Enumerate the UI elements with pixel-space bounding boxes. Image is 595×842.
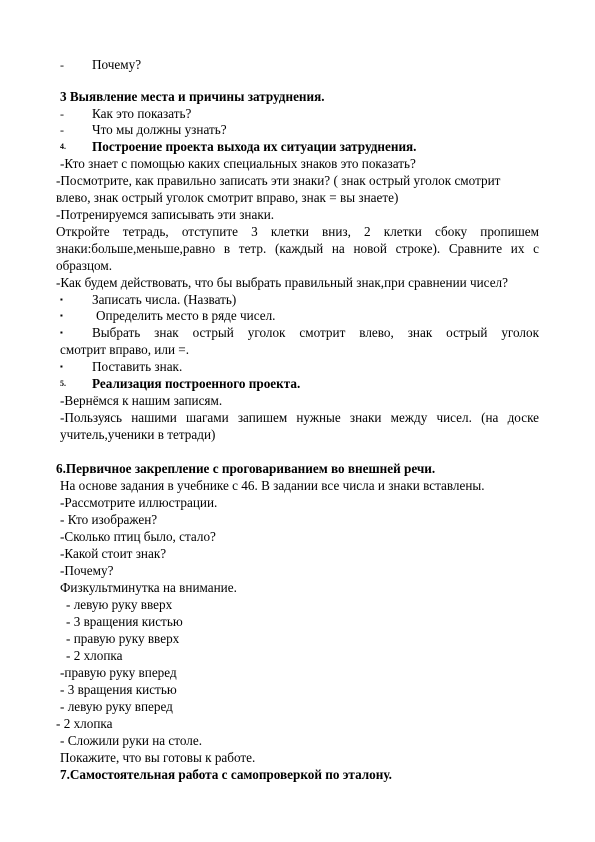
text-line: На основе задания в учебнике с 46. В задании все числа и знаки вставлены. bbox=[60, 478, 485, 493]
text-line: учитель,ученики в тетради) bbox=[60, 427, 216, 442]
section-heading: Реализация построенного проекта. bbox=[92, 376, 301, 391]
list-bullet-marker: ▪ bbox=[60, 328, 63, 337]
list-dash-marker: - bbox=[60, 107, 64, 121]
text-line: - 2 хлопка bbox=[56, 716, 113, 731]
list-bullet-marker: ▪ bbox=[60, 295, 63, 304]
text-line: знаки:больше,меньше,равно в тетр. (каждый на новой строке). Сравните их с bbox=[56, 241, 539, 256]
list-number-marker: 4. bbox=[60, 142, 66, 151]
text-line: -правую руку вперед bbox=[60, 665, 177, 680]
text-line: Откройте тетрадь, отступите 3 клетки вниз, 2 клетки сбоку пропишем bbox=[56, 224, 539, 239]
text-line: -Какой стоит знак? bbox=[60, 546, 167, 561]
text-line: - 3 вращения кистью bbox=[60, 682, 177, 697]
text-line: Что мы должны узнать? bbox=[92, 122, 227, 137]
text-line: - 2 хлопка bbox=[66, 648, 123, 663]
text-line: Записать числа. (Назвать) bbox=[92, 292, 237, 307]
text-line: - левую руку вверх bbox=[66, 597, 173, 612]
text-line: -Почему? bbox=[60, 563, 114, 578]
list-number-marker: 5. bbox=[60, 379, 66, 388]
text-line: Поставить знак. bbox=[92, 359, 183, 374]
list-dash-marker: - bbox=[60, 58, 64, 72]
text-line: образцом. bbox=[56, 258, 113, 273]
text-line: -Пользуясь нашими шагами запишем нужные знаки между чисел. (на доске bbox=[60, 410, 539, 425]
text-line: - 3 вращения кистью bbox=[66, 614, 183, 629]
text-line: -Рассмотрите иллюстрации. bbox=[60, 495, 218, 510]
text-line: Физкультминутка на внимание. bbox=[60, 580, 237, 595]
text-line: -Посмотрите, как правильно записать эти знаки? ( знак острый уголок смотрит bbox=[56, 173, 501, 188]
text-line: - левую руку вперед bbox=[60, 699, 173, 714]
section-heading: 6.Первичное закрепление с проговариванием во внешней речи. bbox=[56, 461, 436, 476]
text-line: смотрит вправо, или =. bbox=[60, 342, 190, 357]
text-line: -Вернёмся к нашим записям. bbox=[60, 393, 223, 408]
text-line: Выбрать знак острый уголок смотрит влево, знак острый уголок bbox=[92, 325, 539, 340]
section-heading: 3 Выявление места и причины затруднения. bbox=[60, 89, 325, 104]
text-line: Покажите, что вы готовы к работе. bbox=[60, 750, 256, 765]
list-dash-marker: - bbox=[60, 123, 64, 137]
list-bullet-marker: ▪ bbox=[60, 311, 63, 320]
section-heading: 7.Самостоятельная работа с самопроверкой по эталону. bbox=[60, 767, 392, 782]
list-bullet-marker: ▪ bbox=[60, 362, 63, 371]
text-line: -Кто знает с помощью каких специальных знаков это показать? bbox=[60, 156, 416, 171]
text-line: влево, знак острый уголок смотрит вправо, знак = вы знаете) bbox=[56, 190, 399, 205]
text-line: Как это показать? bbox=[92, 106, 192, 121]
text-line: Определить место в ряде чисел. bbox=[96, 308, 276, 323]
text-line: - Кто изображен? bbox=[60, 512, 158, 527]
text-line: Почему? bbox=[92, 57, 142, 72]
text-line: - Сложили руки на столе. bbox=[60, 733, 203, 748]
text-line: -Как будем действовать, что бы выбрать правильный знак,при сравнении чисел? bbox=[56, 275, 508, 290]
section-heading: Построение проекта выхода их ситуации затруднения. bbox=[92, 139, 417, 154]
text-line: - правую руку вверх bbox=[66, 631, 180, 646]
text-line: -Потренируемся записывать эти знаки. bbox=[56, 207, 275, 222]
text-line: -Сколько птиц было, стало? bbox=[60, 529, 216, 544]
